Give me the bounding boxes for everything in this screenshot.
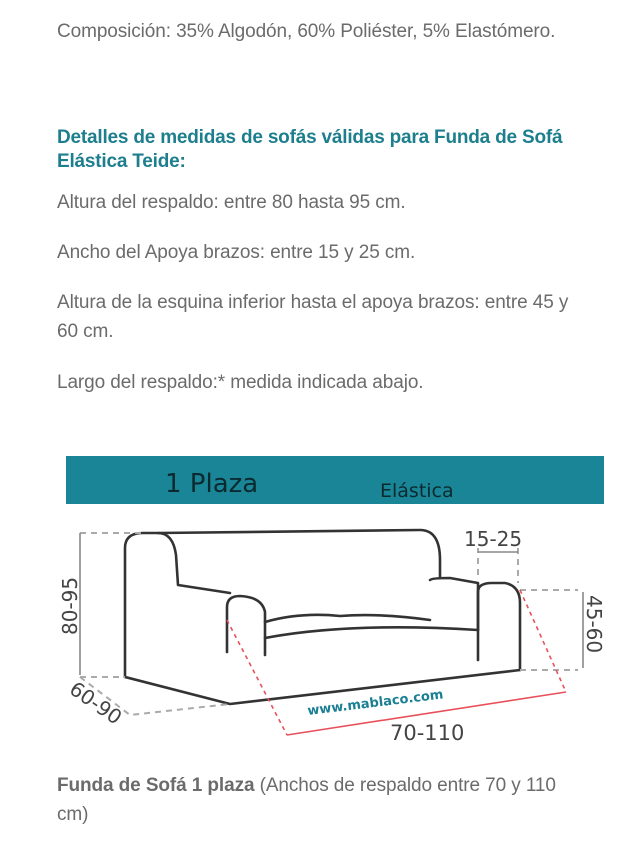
watermark: www.mablaco.com: [306, 687, 445, 719]
caption-text: (Anchos de respaldo entre 70 y 110 cm): [57, 775, 556, 825]
length-guides: [227, 590, 566, 735]
detail-backrest-length: Largo del respaldo:* medida indicada abajo.: [57, 372, 424, 393]
sofa-drawing: [125, 530, 520, 704]
sofa-measurement-diagram: [50, 440, 620, 750]
detail-backrest-height: Altura del respaldo: entre 80 hasta 95 cm.: [57, 192, 406, 213]
height-label: 80-95: [58, 576, 82, 635]
dimension-guides: [80, 533, 578, 715]
length-label: 70-110: [390, 721, 465, 745]
dimension-lines: [80, 533, 583, 675]
arm-width-label: 15-25: [464, 527, 523, 551]
measurements-heading: Detalles de medidas de sofás válidas para Funda de Sofá Elástica Teide:: [57, 127, 563, 172]
banner-subtitle: Elástica: [380, 480, 454, 502]
arm-height-label: 45-60: [582, 595, 606, 654]
product-caption: [57, 771, 587, 829]
caption-bold: Funda de Sofá 1 plaza: [57, 775, 255, 796]
detail-armrest-height: Altura de la esquina inferior hasta el apoya brazos: entre 45 y 60 cm.: [57, 292, 569, 342]
detail-armrest-width: Ancho del Apoya brazos: entre 15 y 25 cm.: [57, 242, 416, 263]
composition-text: Composición: 35% Algodón, 60% Poliéster, 5% Elastómero.: [57, 21, 556, 42]
depth-label: 60-90: [65, 676, 127, 730]
diagram-banner: [66, 456, 604, 504]
banner-title: 1 Plaza: [165, 469, 259, 499]
